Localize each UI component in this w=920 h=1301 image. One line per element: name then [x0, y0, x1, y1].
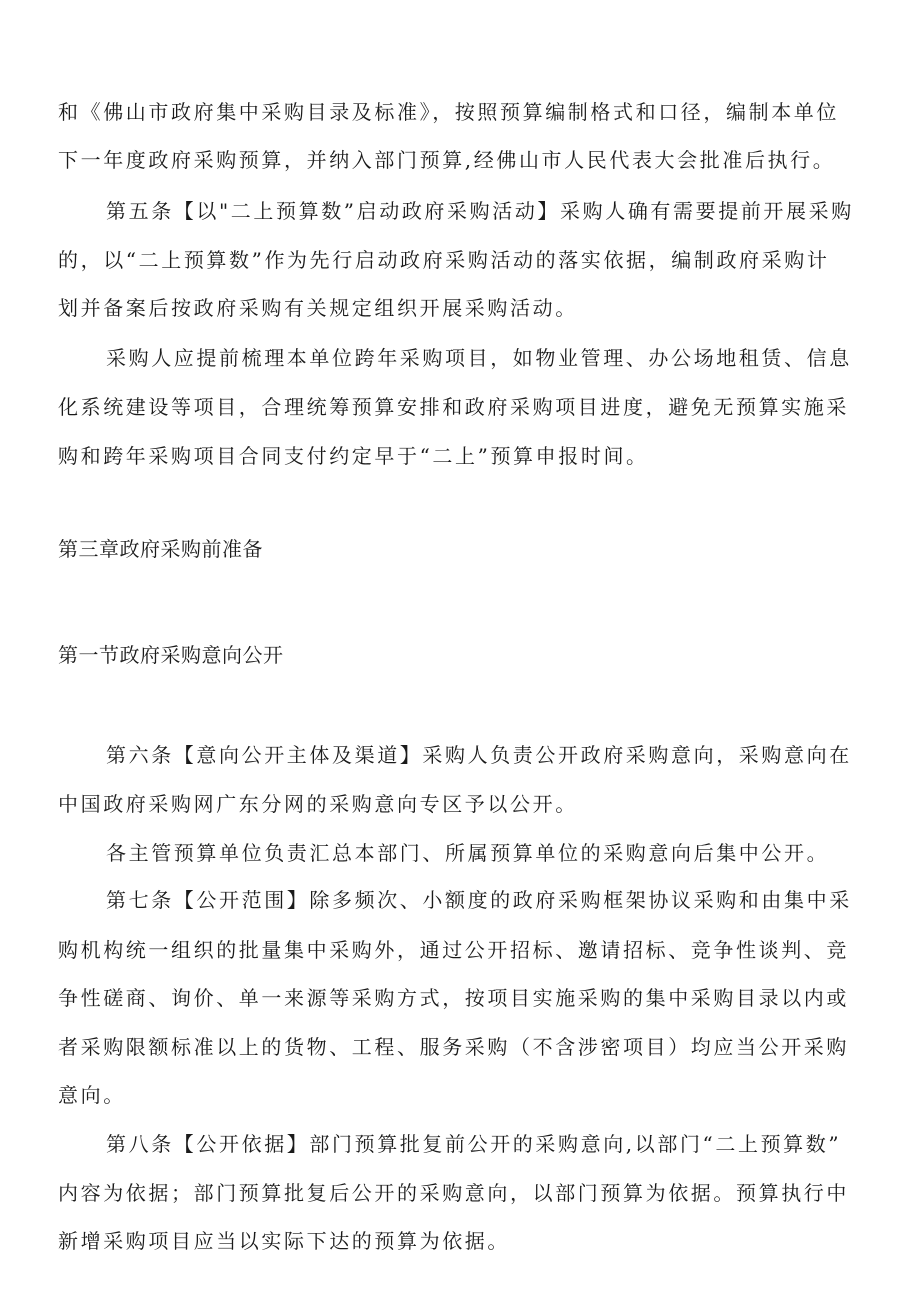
text-line: 购机构统一组织的批量集中采购外，通过公开招标、邀请招标、竞争性谈判、竞 [58, 938, 849, 962]
text-line: 内容为依据；部门预算批复后公开的采购意向，以部门预算为依据。预算执行中 [58, 1181, 849, 1205]
text-line: 者采购限额标准以上的货物、工程、服务采购（不含涉密项目）均应当公开采购 [58, 1035, 849, 1059]
text-line: 争性磋商、询价、单一来源等采购方式，按项目实施采购的集中采购目录以内或 [58, 986, 849, 1010]
text-line: 购和跨年采购项目合同支付约定早于“二上”预算申报时间。 [58, 444, 649, 468]
text-line: 各主管预算单位负责汇总本部门、所属预算单位的采购意向后集中公开。 [106, 841, 830, 865]
section-heading: 第一节政府采购意向公开 [58, 643, 284, 667]
text-line: 中国政府采购网广东分网的采购意向专区予以公开。 [58, 792, 578, 816]
chapter-heading: 第三章政府采购前准备 [58, 537, 263, 561]
text-line: 意向。 [58, 1083, 126, 1107]
text-line: 的，以“二上预算数”作为先行启动政府采购活动的落实依据，编制政府采购计 [58, 248, 830, 272]
text-line: 划并备案后按政府采购有关规定组织开展采购活动。 [58, 296, 578, 320]
text-line: 化系统建设等项目，合理统筹预算安排和政府采购项目进度，避免无预算实施采 [58, 395, 849, 419]
text-line: 采购人应提前梳理本单位跨年采购项目，如物业管理、办公场地租赁、信息 [106, 346, 852, 370]
article-5-title-line: 第五条【以"二上预算数”启动政府采购活动】采购人确有需要提前开展采购 [106, 199, 854, 223]
text-line: 新增采购项目应当以实际下达的预算为依据。 [58, 1229, 510, 1253]
text-line: 下一年度政府采购预算，并纳入部门预算,经佛山市人民代表大会批准后执行。 [58, 148, 836, 172]
article-7-title-line: 第七条【公开范围】除多频次、小额度的政府采购框架协议采购和由集中采 [106, 888, 852, 912]
article-6-title-line: 第六条【意向公开主体及渠道】采购人负责公开政府采购意向，采购意向在 [106, 743, 852, 767]
text-line: 和《佛山市政府集中采购目录及标准》，按照预算编制格式和口径，编制本单位 [58, 100, 839, 124]
article-8-title-line: 第八条【公开依据】部门预算批复前公开的采购意向,以部门“二上预算数” [106, 1132, 842, 1156]
